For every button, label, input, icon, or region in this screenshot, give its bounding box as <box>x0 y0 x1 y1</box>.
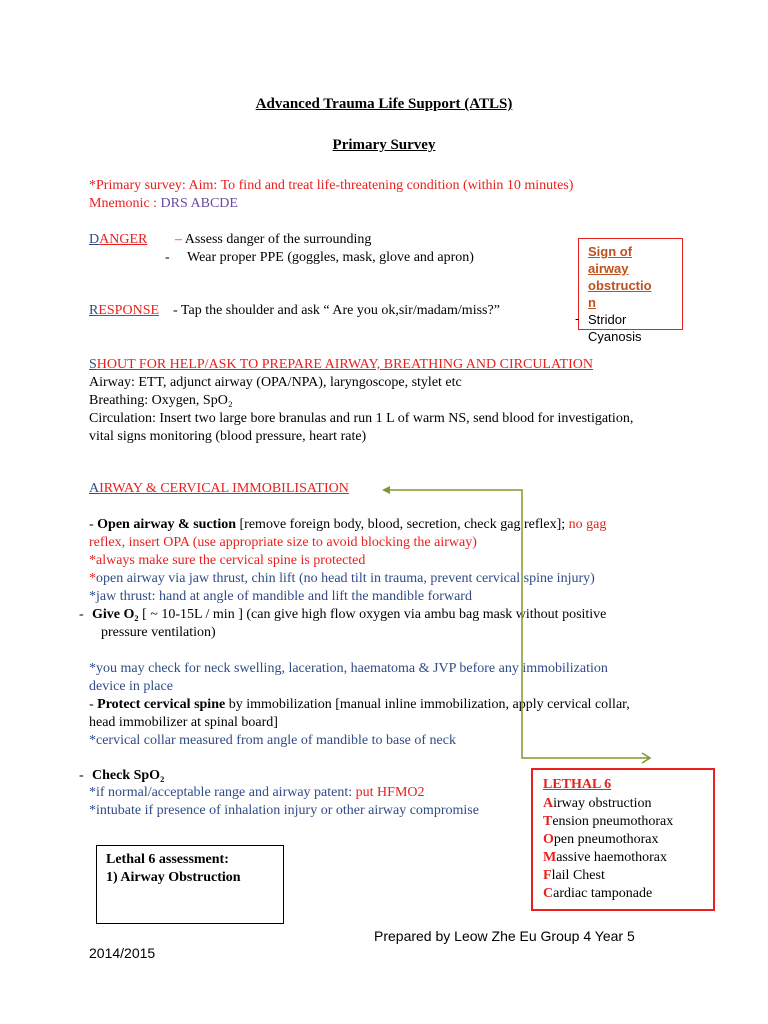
neck-check-line-2: device in place <box>89 679 173 694</box>
if-normal-line: *if normal/acceptable range and airway patent: put HFMO2 <box>89 785 425 800</box>
give-o2-dash: - <box>79 607 84 622</box>
give-o2-line-2: pressure ventilation) <box>101 625 216 640</box>
shout-heading: SHOUT FOR HELP/ASK TO PREPARE AIRWAY, BREATHING AND CIRCULATION <box>89 357 593 372</box>
danger-heading: DANGER <box>89 232 148 247</box>
assessment-title: Lethal 6 assessment: <box>106 852 229 867</box>
lethal-item: Open pneumothorax <box>543 832 659 847</box>
sign-box-title: Sign of airway obstructio n <box>588 244 652 310</box>
lethal-item: Massive haemothorax <box>543 850 668 865</box>
response-text: - Tap the shoulder and ask “ Are you ok,sir/madam/miss?” <box>173 303 500 318</box>
lethal-item: Tension pneumothorax <box>543 814 674 829</box>
shout-airway: Airway: ETT, adjunct airway (OPA/NPA), laryngoscope, stylet etc <box>89 375 462 390</box>
lethal-6-title: LETHAL 6 <box>543 777 612 792</box>
shout-breathing: Breathing: Oxygen, SpO₂ <box>89 393 233 408</box>
intubate-line: *intubate if presence of inhalation injury or other airway compromise <box>89 803 479 818</box>
response-heading: RESPONSE <box>89 303 160 318</box>
neck-check-line-1: *you may check for neck swelling, laceration, haematoma & JVP before any immobilization <box>89 661 608 676</box>
protect-cspine-line-2: head immobilizer at spinal board] <box>89 715 278 730</box>
shout-circulation-1: Circulation: Insert two large bore branulas and run 1 L of warm NS, send blood for investigation, <box>89 411 634 426</box>
airway-heading: AIRWAY & CERVICAL IMMOBILISATION <box>89 481 349 496</box>
lethal-6-box <box>531 768 715 911</box>
year: 2014/2015 <box>89 945 156 961</box>
open-airway-line: - Open airway & suction [remove foreign body, blood, secretion, check gag reflex]; no gag <box>89 517 607 532</box>
lethal-6-list <box>543 795 673 903</box>
assessment-item: 1) Airway Obstruction <box>106 870 241 885</box>
sign-box-item-dash: - <box>575 311 580 326</box>
check-spo2-dash: - <box>79 768 84 783</box>
open-airway-line-2: reflex, insert OPA (use appropriate size to avoid blocking the airway) <box>89 535 477 550</box>
check-spo2-line: Check SpO₂ <box>92 768 165 783</box>
lethal-item: Airway obstruction <box>543 796 652 811</box>
danger-line2: Wear proper PPE (goggles, mask, glove and apron) <box>187 250 474 265</box>
shout-circulation-2: vital signs monitoring (blood pressure, heart rate) <box>89 429 367 444</box>
protect-cspine-line: - Protect cervical spine by immobilization [manual inline immobilization, apply cervical collar, <box>89 697 630 712</box>
aim-text: *Primary survey: Aim: To find and treat life-threatening condition (within 10 minutes) <box>89 178 574 193</box>
jaw-angle-line: *jaw thrust: hand at angle of mandible and lift the mandible forward <box>89 589 472 604</box>
lethal-item: Cardiac tamponade <box>543 886 653 901</box>
danger-line1: – Assess danger of the surrounding <box>175 232 372 247</box>
cspine-note: *always make sure the cervical spine is protected <box>89 553 366 568</box>
sign-box-items: Stridor Cyanosis <box>588 312 642 344</box>
danger-bullet: - <box>165 250 170 265</box>
page-title: Advanced Trauma Life Support (ATLS) <box>255 96 513 112</box>
collar-line: *cervical collar measured from angle of mandible to base of neck <box>89 733 456 748</box>
lethal-item: Flail Chest <box>543 868 605 883</box>
lethal-6-assessment-box <box>96 845 284 924</box>
give-o2-line: Give O₂ [ ~ 10-15L / min ] (can give high flow oxygen via ambu bag mask without positive <box>92 607 607 622</box>
page-subtitle: Primary Survey <box>332 137 436 153</box>
connector-arrow <box>380 480 670 770</box>
mnemonic-line: Mnemonic : DRS ABCDE <box>89 196 238 211</box>
prepared-by: Prepared by Leow Zhe Eu Group 4 Year 5 <box>374 928 635 944</box>
sign-of-airway-obstruction-box <box>578 238 683 344</box>
jaw-thrust-line: *open airway via jaw thrust, chin lift (no head tilt in trauma, prevent cervical spine injury) <box>89 571 595 586</box>
